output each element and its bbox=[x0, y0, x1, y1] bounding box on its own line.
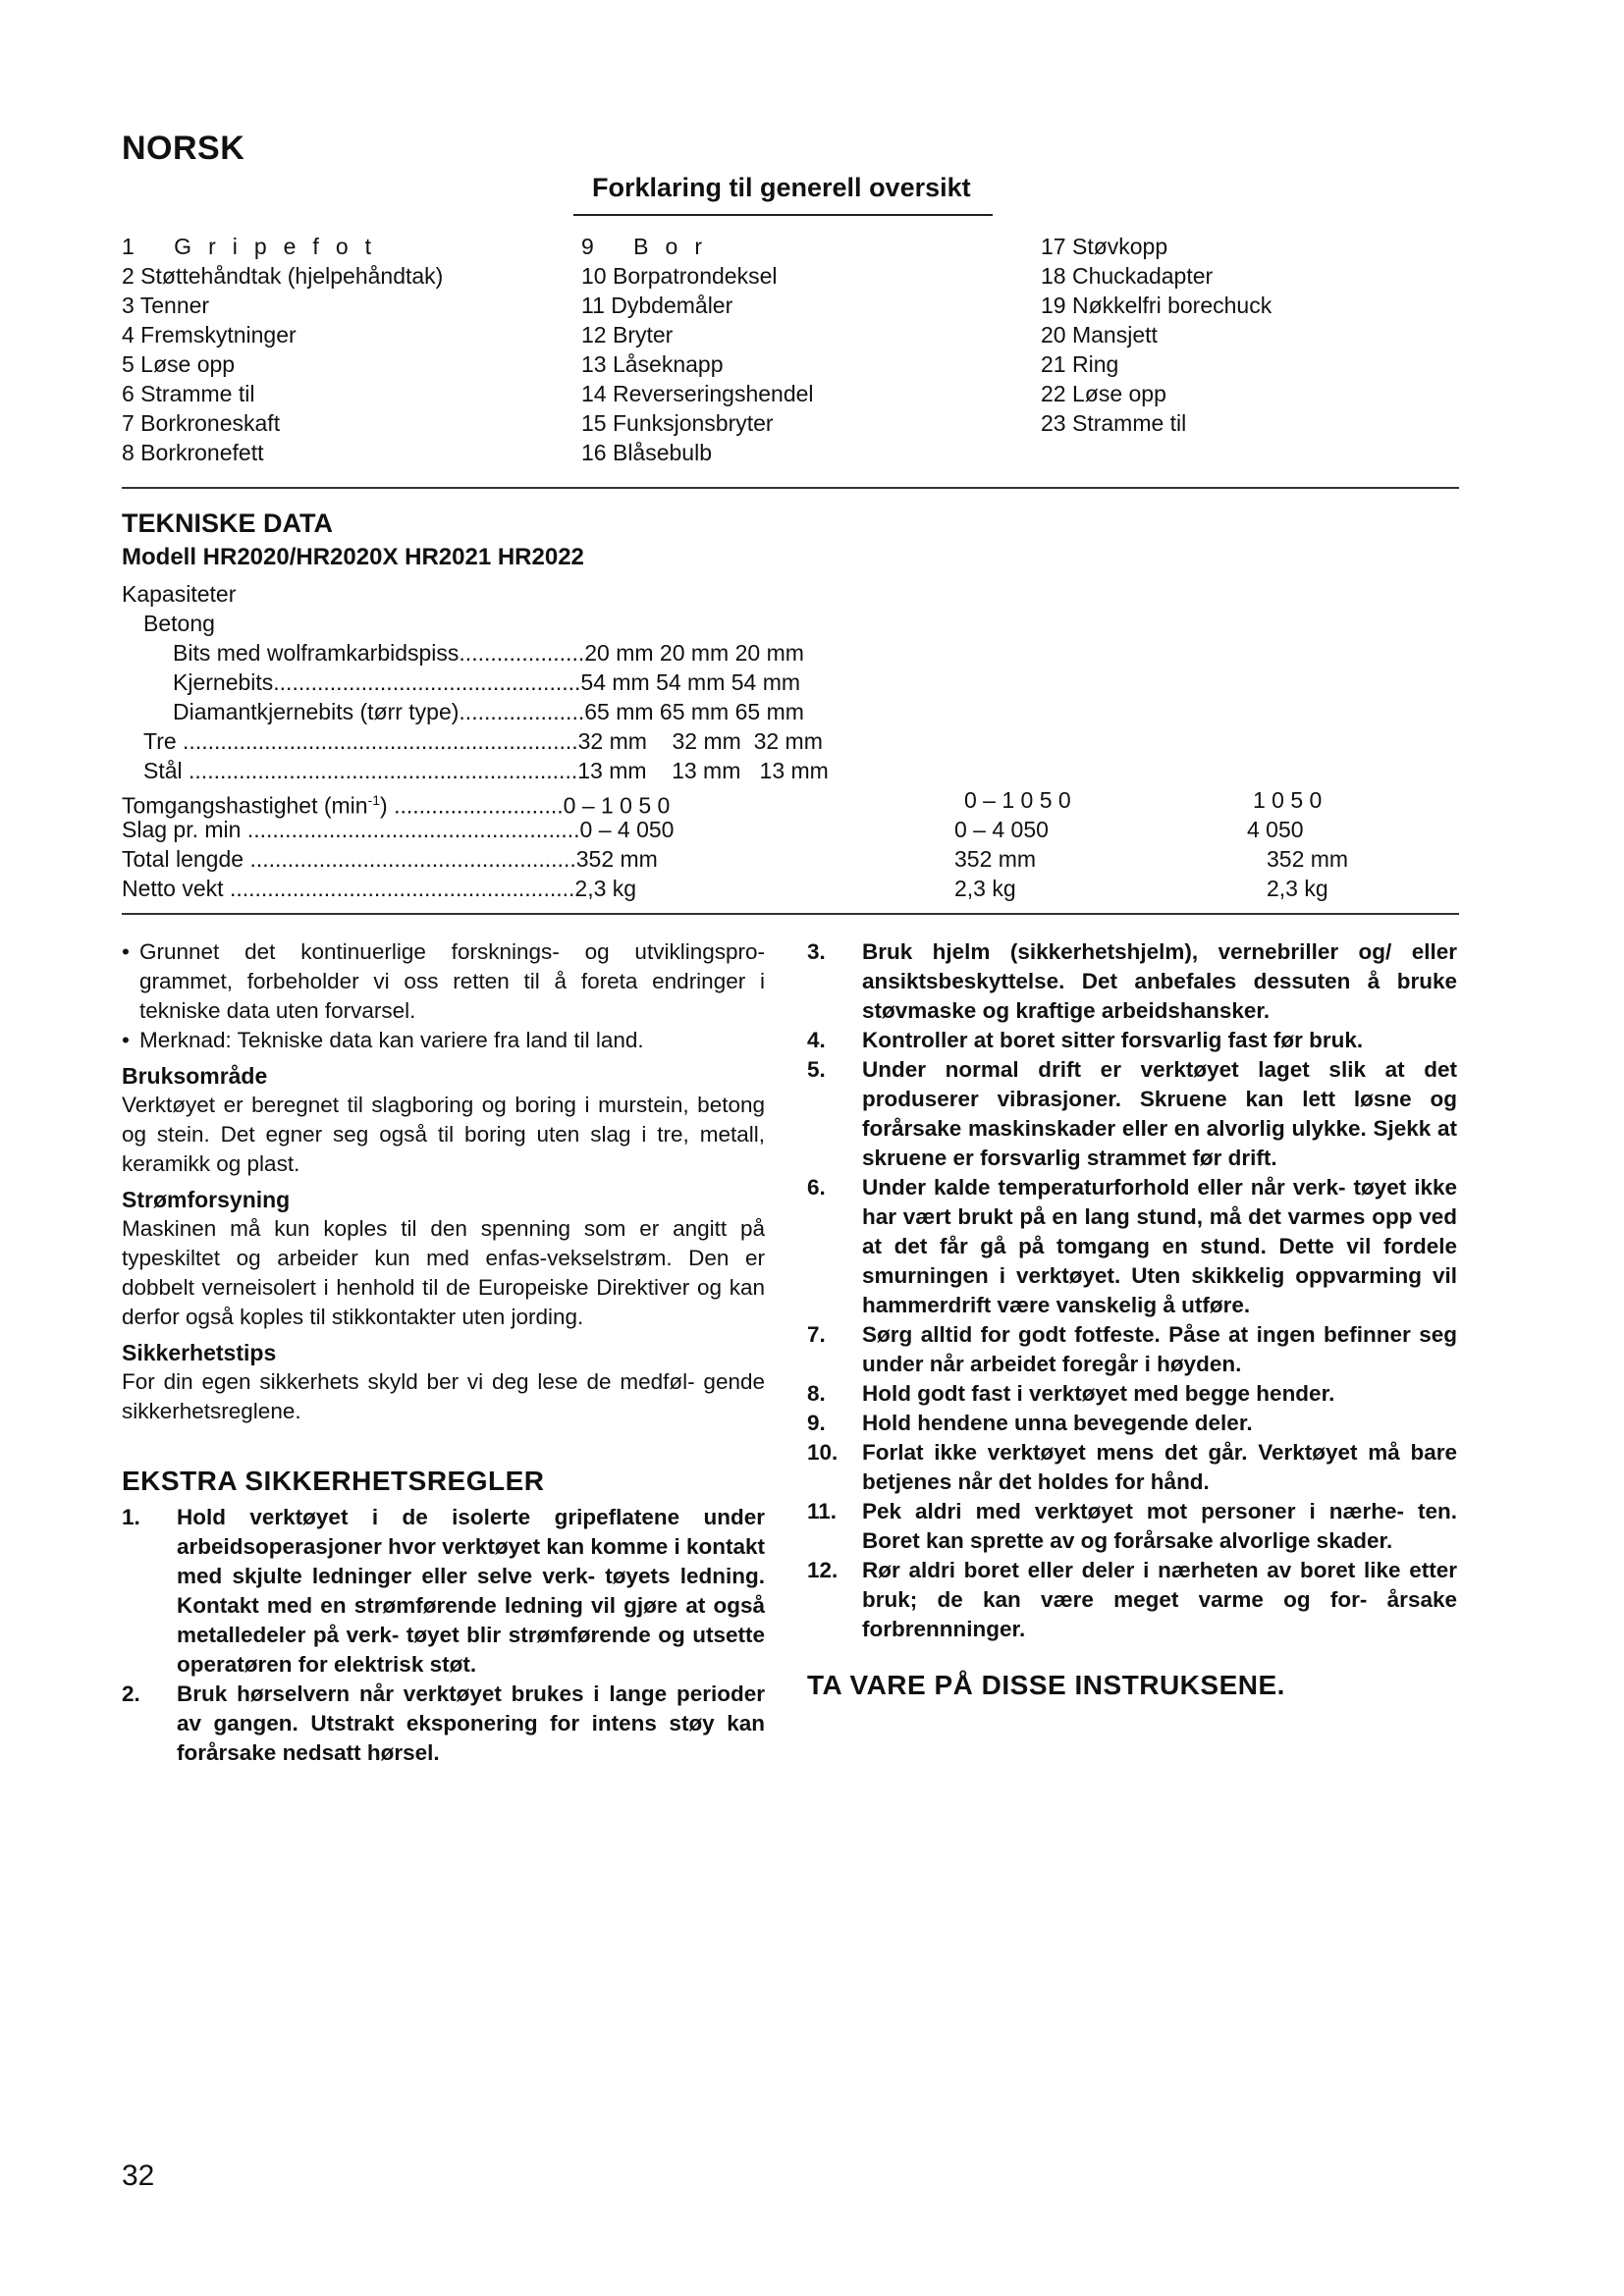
spec-value-hr2022: 4 050 bbox=[1247, 817, 1304, 842]
overview-column-3 bbox=[1041, 232, 1272, 438]
overview-underline bbox=[573, 214, 993, 216]
spec-row bbox=[173, 697, 804, 726]
language-heading: NORSK bbox=[122, 130, 245, 167]
rule-item bbox=[807, 1556, 1457, 1644]
list-item: 18 Chuckadapter bbox=[1041, 263, 1214, 289]
rule-item bbox=[807, 1320, 1457, 1379]
spec-kapasiteter: Kapasiteter bbox=[122, 581, 237, 607]
rule-text: Sørg alltid for godt fotfeste. Påse at ingen befinner seg under når arbeidet foregår i høyden. bbox=[862, 1322, 1457, 1376]
rule-number: 10. bbox=[807, 1440, 839, 1465]
spec-dots: .............................................................. bbox=[189, 758, 578, 783]
list-item: 1 Gripefot bbox=[122, 234, 388, 259]
rule-item bbox=[807, 1379, 1457, 1409]
rule-item bbox=[807, 1497, 1457, 1556]
section-title-sikkerhetstips: Sikkerhetstips bbox=[122, 1340, 277, 1365]
spec-value: 54 mm 54 mm 54 mm bbox=[580, 669, 801, 695]
rule-text: Forlat ikke verktøyet mens det går. Verktøyet må bare betjenes når det holdes for hånd. bbox=[862, 1440, 1457, 1494]
spec-label: Kjernebits bbox=[173, 669, 274, 695]
left-column bbox=[122, 937, 765, 1768]
spec-label: Slag pr. min bbox=[122, 817, 242, 842]
spec-label: Stål bbox=[143, 758, 183, 783]
extra-safety-heading: EKSTRA SIKKERHETSREGLER bbox=[122, 1466, 545, 1496]
rule-number: 4. bbox=[807, 1028, 826, 1052]
spec-label: Total lengde bbox=[122, 846, 244, 872]
rule-number: 7. bbox=[807, 1322, 826, 1347]
section-body: Verktøyet er beregnet til slagboring og boring i murstein, betong og stein. Det egner seg også til boring uten slag i tre, metall, keramikk og plast. bbox=[122, 1093, 765, 1176]
list-item: 7 Borkroneskaft bbox=[122, 410, 281, 436]
list-item: 9 Bor bbox=[581, 234, 719, 259]
spec-row bbox=[173, 638, 804, 667]
rule-text: Hold hendene unna bevegende deler. bbox=[862, 1411, 1253, 1435]
spec-label: Netto vekt bbox=[122, 876, 224, 901]
spec-label-end: ) bbox=[380, 792, 388, 819]
spec-value-hr2021: 0 – 4 050 bbox=[954, 817, 1049, 842]
list-item: 23 Stramme til bbox=[1041, 410, 1187, 436]
spec-dots: ............................................................... bbox=[183, 728, 578, 754]
spec-value: 352 mm bbox=[575, 846, 658, 872]
spec-dots: ................................................. bbox=[273, 669, 581, 695]
list-item: 13 Låseknapp bbox=[581, 351, 724, 377]
spec-value: 20 mm 20 mm 20 mm bbox=[584, 640, 804, 666]
section-title-bruksomrade: Bruksområde bbox=[122, 1063, 268, 1089]
rule-number: 1. bbox=[122, 1505, 140, 1529]
list-item: 2 Støttehåndtak (hjelpehåndtak) bbox=[122, 263, 444, 289]
spec-superscript: -1 bbox=[367, 792, 381, 808]
spec-row bbox=[143, 756, 829, 785]
list-item: 12 Bryter bbox=[581, 322, 674, 347]
list-item: 19 Nøkkelfri borechuck bbox=[1041, 293, 1272, 318]
spec-value: 2,3 kg bbox=[574, 876, 637, 901]
model-line: Modell HR2020/HR2020X HR2021 HR2022 bbox=[122, 544, 584, 570]
spec-dots: ........................... bbox=[394, 792, 564, 819]
closing-heading: TA VARE PÅ DISSE INSTRUKSENE. bbox=[807, 1670, 1285, 1700]
list-item: 5 Løse opp bbox=[122, 351, 236, 377]
rule-text: Rør aldri boret eller deler i nærheten av boret like etter bruk; de kan være meget varme og for- årsake forbrennninger. bbox=[862, 1558, 1457, 1641]
rule-text: Kontroller at boret sitter forsvarlig fast før bruk. bbox=[862, 1028, 1364, 1052]
spec-value-hr2021: 0 – 1 0 5 0 bbox=[964, 787, 1071, 813]
spec-dots: ..................................................... bbox=[246, 817, 580, 842]
right-column bbox=[807, 937, 1457, 1701]
spec-betong: Betong bbox=[143, 611, 215, 636]
spec-row bbox=[122, 844, 658, 874]
rule-number: 12. bbox=[807, 1558, 839, 1582]
rule-item bbox=[807, 1409, 1457, 1438]
note-bullet: • Grunnet det kontinuerlige forsknings- og utviklingspro- grammet, forbeholder vi oss retten til å foreta endringer i tekniske data uten forvarsel. bbox=[122, 937, 765, 1026]
spec-value: 32 mm 32 mm 32 mm bbox=[577, 728, 823, 754]
rule-number: 2. bbox=[122, 1682, 140, 1706]
list-item: 8 Borkronefett bbox=[122, 440, 264, 465]
spec-dots: .................... bbox=[459, 699, 585, 724]
spec-value: 65 mm 65 mm 65 mm bbox=[584, 699, 804, 724]
rule-number: 9. bbox=[807, 1411, 826, 1435]
spec-dots: .................................................... bbox=[249, 846, 576, 872]
spec-value: 13 mm 13 mm 13 mm bbox=[577, 758, 829, 783]
spec-value-hr2021: 2,3 kg bbox=[954, 876, 1016, 901]
spec-row bbox=[122, 815, 674, 844]
overview-column-1 bbox=[122, 232, 443, 467]
list-item: 15 Funksjonsbryter bbox=[581, 410, 774, 436]
spec-label: Diamantkjernebits (tørr type) bbox=[173, 699, 460, 724]
rule-item bbox=[807, 937, 1457, 1026]
rule-number: 5. bbox=[807, 1057, 826, 1082]
list-item: 16 Blåsebulb bbox=[581, 440, 712, 465]
spec-label: Bits med wolframkarbidspiss bbox=[173, 640, 460, 666]
list-item: 4 Fremskytninger bbox=[122, 322, 297, 347]
section-title-stromforsyning: Strømforsyning bbox=[122, 1187, 291, 1212]
divider bbox=[122, 913, 1459, 915]
overview-column-2 bbox=[581, 232, 814, 467]
rule-item bbox=[807, 1173, 1457, 1320]
rule-text: Hold verktøyet i de isolerte gripeflatene under arbeidsoperasjoner hvor verktøyet kan komme i kontakt med skjulte ledninger eller selve verk- tøyets ledning. Kontakt med en strømførende ledning vil gjøre at også metalledeler på verk- tøyet blir strømførende og utsette operatøren for elektrisk støt. bbox=[177, 1505, 765, 1677]
page-number: 32 bbox=[122, 2160, 155, 2192]
list-item: 17 Støvkopp bbox=[1041, 234, 1168, 259]
rule-item bbox=[807, 1055, 1457, 1173]
rule-item bbox=[807, 1438, 1457, 1497]
list-item: 6 Stramme til bbox=[122, 381, 255, 406]
rule-text: Under kalde temperaturforhold eller når verk- tøyet ikke har vært brukt på en lang stund, må det varmes opp ved at det får gå på tomgang en stund. Dette vil fordele smurningen i verktøyet. Uten skikkelig oppvarming vil hammerdrift være vanskelig å utføre. bbox=[862, 1175, 1457, 1317]
rule-text: Under normal drift er verktøyet laget slik at det produserer vibrasjoner. Skruene kan lett løsne og forårsake maskinskader eller en alvorlig ulykke. Sjekk at skruene er forsvarlig strammet før drift. bbox=[862, 1057, 1457, 1170]
spec-value-hr2022: 1 0 5 0 bbox=[1253, 787, 1323, 813]
rule-text: Bruk hjelm (sikkerhetshjelm), vernebriller og/ eller ansiktsbeskyttelse. Det anbefales dessuten å bruke støvmaske og kraftige arbeidshansker. bbox=[862, 939, 1457, 1023]
spec-value-hr2022: 352 mm bbox=[1267, 846, 1349, 872]
section-body: Maskinen må kun koples til den spenning som er angitt på typeskiltet og arbeider kun med enfas-vekselstrøm. Den er dobbelt verneisolert i henhold til de Europeiske Direktiver og kan derfor også koples til stikkontakter uten jording. bbox=[122, 1216, 765, 1329]
spec-value: 0 – 4 050 bbox=[579, 817, 675, 842]
spec-row bbox=[122, 874, 636, 903]
rule-item bbox=[807, 1026, 1457, 1055]
list-item: 20 Mansjett bbox=[1041, 322, 1158, 347]
spec-row bbox=[173, 667, 800, 697]
spec-label: Tre bbox=[143, 728, 177, 754]
list-item: 21 Ring bbox=[1041, 351, 1119, 377]
note-bullet: • Merknad: Tekniske data kan variere fra land til land. bbox=[122, 1026, 765, 1055]
rule-item bbox=[122, 1680, 765, 1768]
spec-value: 0 – 1 0 5 0 bbox=[563, 792, 671, 819]
spec-label: Tomgangshastighet (min bbox=[122, 792, 368, 819]
spec-value-hr2021: 352 mm bbox=[954, 846, 1037, 872]
spec-row bbox=[143, 726, 823, 756]
rule-item bbox=[122, 1503, 765, 1680]
list-item: 3 Tenner bbox=[122, 293, 210, 318]
spec-dots: ....................................................... bbox=[229, 876, 575, 901]
spec-value-hr2022: 2,3 kg bbox=[1267, 876, 1328, 901]
list-item: 10 Borpatrondeksel bbox=[581, 263, 778, 289]
list-item: 14 Reverseringshendel bbox=[581, 381, 814, 406]
list-item: 11 Dybdemåler bbox=[581, 293, 733, 318]
rule-text: Hold godt fast i verktøyet med begge hender. bbox=[862, 1381, 1335, 1406]
rule-text: Bruk hørselvern når verktøyet brukes i lange perioder av gangen. Utstrakt eksponering for intens støy kan forårsake nedsatt hørsel. bbox=[177, 1682, 765, 1765]
tech-heading: TEKNISKE DATA bbox=[122, 508, 333, 538]
list-item: 22 Løse opp bbox=[1041, 381, 1166, 406]
rule-number: 11. bbox=[807, 1499, 838, 1523]
rule-number: 3. bbox=[807, 939, 826, 964]
rule-number: 6. bbox=[807, 1175, 826, 1200]
overview-title: Forklaring til generell oversikt bbox=[592, 173, 971, 202]
section-body: For din egen sikkerhets skyld ber vi deg lese de medføl- gende sikkerhetsreglene. bbox=[122, 1369, 765, 1423]
spec-dots: .................... bbox=[459, 640, 585, 666]
rule-number: 8. bbox=[807, 1381, 826, 1406]
divider bbox=[122, 487, 1459, 489]
rule-text: Pek aldri med verktøyet mot personer i nærhe- ten. Boret kan sprette av og forårsake alvorlige skader. bbox=[862, 1499, 1457, 1553]
